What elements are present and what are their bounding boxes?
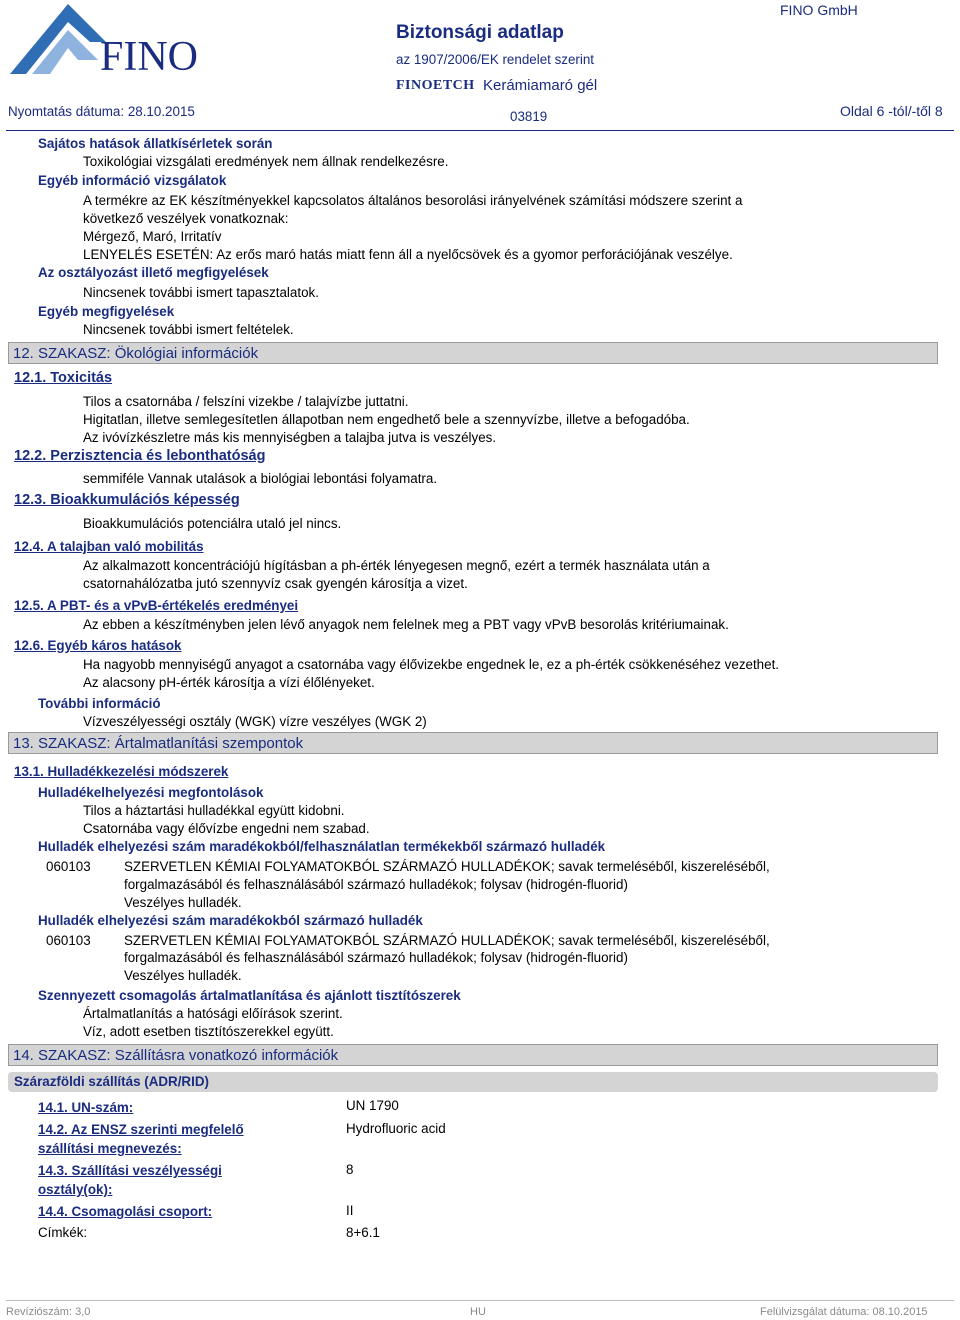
subsection-heading: 12.5. A PBT- és a vPvB-értékelés eredményei [14, 598, 299, 613]
subsection-heading: 13.1. Hulladékkezelési módszerek [14, 764, 229, 779]
page-number: Oldal 6 -tól/-től 8 [840, 103, 943, 119]
paragraph: LENYELÉS ESETÉN: Az erős maró hatás miatt fenn áll a nyelőcsövek és a gyomor perforációjának veszélye. [83, 247, 733, 262]
section-heading: Az osztályozást illető megfigyelések [38, 265, 269, 280]
section-heading: Hulladék elhelyezési szám maradékokból/felhasználatlan termékekből származó hulladék [38, 839, 606, 854]
paragraph: Mérgező, Maró, Irritatív [83, 229, 222, 244]
paragraph: Ártalmatlanítás a hatósági előírások szerint. [83, 1006, 343, 1021]
paragraph: Az alkalmazott koncentrációjú hígításban a ph-érték lényegesen megnő, ezért a termék használata után a [83, 558, 710, 573]
section-13-bar [8, 732, 938, 754]
section-12-bar [8, 342, 938, 364]
company-name: FINO GmbH [780, 2, 858, 18]
print-date: Nyomtatás dátuma: 28.10.2015 [8, 104, 195, 119]
waste-code: 060103 [46, 933, 91, 948]
paragraph: Higitatlan, illetve semlegesítetlen állapotban nem engedhető bele a szennyvízbe, illetve a befogadóba. [83, 412, 690, 427]
field-value: Hydrofluoric acid [346, 1121, 446, 1136]
paragraph: Tilos a háztartási hulladékkal együtt kidobni. [83, 803, 345, 818]
field-label: 14.1. UN-szám: [38, 1100, 134, 1115]
section-heading: Egyéb megfigyelések [38, 304, 175, 319]
revision-number: Revíziószám: 3,0 [6, 1306, 91, 1318]
subsection-heading: 12.6. Egyéb káros hatások [14, 638, 182, 653]
header-divider [6, 130, 954, 131]
paragraph: Nincsenek további ismert tapasztalatok. [83, 285, 319, 300]
paragraph: Ha nagyobb mennyiségű anyagot a csatornába vagy élővizekbe engednek le, ez a ph-érték csökkenéséhez vezethet. [83, 657, 780, 672]
paragraph: következő veszélyek vonatkoznak: [83, 211, 289, 226]
section-title: 14. SZAKASZ: Szállításra vonatkozó információk [13, 1047, 339, 1064]
paragraph: Víz, adott esetben tisztítószerekkel együtt. [83, 1024, 334, 1039]
section-heading: Egyéb információ vizsgálatok [38, 173, 227, 188]
field-label: Címkék: [38, 1225, 88, 1240]
paragraph: Az alacsony pH-érték károsítja a vízi élőlényeket. [83, 675, 375, 690]
waste-code: 060103 [46, 859, 91, 874]
field-value: UN 1790 [346, 1098, 399, 1113]
document-title: Biztonsági adatlap [396, 22, 564, 43]
paragraph: Az ebben a készítményben jelen lévő anyagok nem felelnek meg a PBT vagy vPvB besorolás kritériumainak. [83, 617, 729, 632]
section-heading: Szennyezett csomagolás ártalmatlanítása és ajánlott tisztítószerek [38, 988, 461, 1003]
section-heading: Sajátos hatások állatkísérletek során [38, 136, 273, 151]
field-label: osztály(ok): [38, 1182, 113, 1197]
field-label: 14.3. Szállítási veszélyességi [38, 1163, 222, 1178]
review-date: Felülvizsgálat dátuma: 08.10.2015 [760, 1306, 928, 1318]
paragraph: Vízveszélyességi osztály (WGK) vízre veszélyes (WGK 2) [83, 714, 427, 729]
section-14-bar [8, 1044, 938, 1066]
field-value: 8 [346, 1162, 354, 1177]
paragraph: A termékre az EK készítményekkel kapcsolatos általános besorolási irányelvének számítási módszere szerint a [83, 193, 743, 208]
paragraph: SZERVETLEN KÉMIAI FOLYAMATOKBÓL SZÁRMAZÓ HULLADÉKOK; savak termeléséből, kiszereléséből, [124, 933, 770, 948]
paragraph: forgalmazásából és felhasználásából származó hulladékok; folysav (hidrogén-fluorid) [124, 877, 628, 892]
subsection-heading: 12.3. Bioakkumulációs képesség [14, 492, 240, 508]
paragraph: Nincsenek további ismert feltételek. [83, 322, 294, 337]
paragraph: SZERVETLEN KÉMIAI FOLYAMATOKBÓL SZÁRMAZÓ HULLADÉKOK; savak termeléséből, kiszereléséből, [124, 859, 770, 874]
subsection-heading: 12.4. A talajban való mobilitás [14, 539, 204, 554]
paragraph: Toxikológiai vizsgálati eredmények nem állnak rendelkezésre. [83, 154, 449, 169]
field-value: 8+6.1 [346, 1225, 380, 1240]
brand-name: FINOETCH [396, 78, 475, 93]
subsection-title: Szárazföldi szállítás (ADR/RID) [14, 1074, 209, 1089]
paragraph: forgalmazásából és felhasználásából származó hulladékok; folysav (hidrogén-fluorid) [124, 950, 628, 965]
field-label: szállítási megnevezés: [38, 1141, 182, 1156]
fino-logo [6, 0, 206, 76]
paragraph: Bioakkumulációs potenciálra utaló jel nincs. [83, 516, 342, 531]
subsection-heading: 12.1. Toxicitás [14, 370, 113, 386]
field-label: 14.2. Az ENSZ szerinti megfelelő [38, 1122, 244, 1137]
section-title: 12. SZAKASZ: Ökológiai információk [13, 345, 259, 362]
paragraph: semmiféle Vannak utalások a biológiai lebontási folyamatra. [83, 471, 438, 486]
field-label: 14.4. Csomagolási csoport: [38, 1204, 213, 1219]
section-heading: Hulladék elhelyezési szám maradékokból származó hulladék [38, 913, 423, 928]
subsection-heading: 12.2. Perzisztencia és lebonthatóság [14, 448, 266, 464]
paragraph: Tilos a csatornába / felszíni vizekbe / talajvízbe juttatni. [83, 394, 409, 409]
product-name: Kerámiamaró gél [483, 77, 598, 94]
paragraph: csatornahálózatba jutó szennyvíz csak gyengén károsítja a vizet. [83, 576, 468, 591]
logo-text: FINO [100, 34, 199, 76]
paragraph: Csatornába vagy élővízbe engedni nem szabad. [83, 821, 370, 836]
paragraph: Az ivóvízkészletre más kis mennyiségben a talajba jutva is veszélyes. [83, 430, 497, 445]
land-transport-bar [8, 1072, 938, 1092]
paragraph: Veszélyes hulladék. [124, 968, 242, 983]
language-code: HU [470, 1306, 486, 1318]
document-subtitle: az 1907/2006/EK rendelet szerint [396, 52, 595, 67]
footer-divider [6, 1300, 954, 1301]
product-code: 03819 [510, 109, 548, 124]
section-heading: További információ [38, 696, 161, 711]
field-value: II [346, 1203, 354, 1218]
section-heading: Hulladékelhelyezési megfontolások [38, 785, 264, 800]
paragraph: Veszélyes hulladék. [124, 895, 242, 910]
section-title: 13. SZAKASZ: Ártalmatlanítási szempontok [13, 735, 304, 752]
